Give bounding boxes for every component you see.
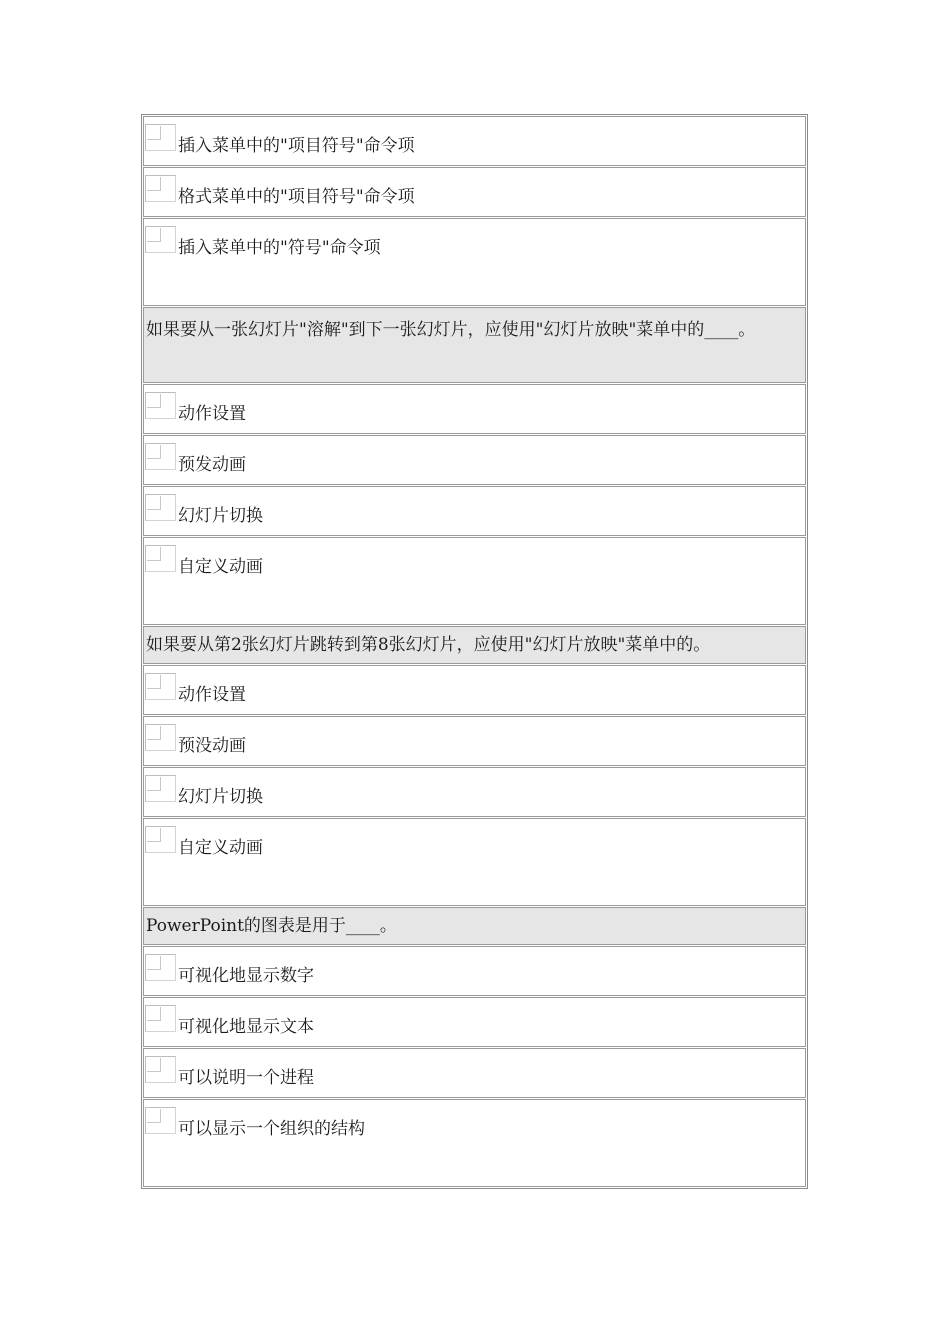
option-label: 可以说明一个进程 xyxy=(178,1068,314,1088)
option-checkbox[interactable] xyxy=(145,724,176,751)
option-row[interactable] xyxy=(143,1099,806,1187)
question-prompt: 如果要从第2张幻灯片跳转到第8张幻灯片，应使用"幻灯片放映"菜单中的。 xyxy=(143,626,806,664)
option-checkbox[interactable] xyxy=(145,124,176,151)
quiz-table xyxy=(141,114,808,1189)
option-label: 自定义动画 xyxy=(178,557,263,577)
option-row[interactable] xyxy=(143,537,806,625)
option-row[interactable] xyxy=(143,818,806,906)
option-label: 插入菜单中的"项目符号"命令项 xyxy=(178,136,415,156)
option-row[interactable] xyxy=(143,116,806,166)
option-row[interactable] xyxy=(143,384,806,434)
option-label: 动作设置 xyxy=(178,685,246,705)
option-row[interactable] xyxy=(143,716,806,766)
option-checkbox[interactable] xyxy=(145,392,176,419)
option-checkbox[interactable] xyxy=(145,1107,176,1134)
option-row[interactable] xyxy=(143,997,806,1047)
option-row[interactable] xyxy=(143,946,806,996)
option-label: 幻灯片切换 xyxy=(178,506,263,526)
option-checkbox[interactable] xyxy=(145,175,176,202)
option-row[interactable] xyxy=(143,665,806,715)
option-label: 可视化地显示数字 xyxy=(178,966,314,986)
option-checkbox[interactable] xyxy=(145,1005,176,1032)
option-row[interactable] xyxy=(143,218,806,306)
option-label: 可以显示一个组织的结构 xyxy=(178,1119,365,1139)
option-row[interactable] xyxy=(143,1048,806,1098)
option-checkbox[interactable] xyxy=(145,1056,176,1083)
option-checkbox[interactable] xyxy=(145,673,176,700)
option-checkbox[interactable] xyxy=(145,226,176,253)
option-checkbox[interactable] xyxy=(145,545,176,572)
option-row[interactable] xyxy=(143,767,806,817)
option-row[interactable] xyxy=(143,435,806,485)
option-label: 动作设置 xyxy=(178,404,246,424)
option-label: 格式菜单中的"项目符号"命令项 xyxy=(178,187,415,207)
option-label: 预没动画 xyxy=(178,736,246,756)
option-row[interactable] xyxy=(143,486,806,536)
question-prompt: 如果要从一张幻灯片"溶解"到下一张幻灯片，应使用"幻灯片放映"菜单中的____。 xyxy=(143,307,806,383)
option-checkbox[interactable] xyxy=(145,443,176,470)
option-checkbox[interactable] xyxy=(145,775,176,802)
option-label: 可视化地显示文本 xyxy=(178,1017,314,1037)
option-label: 插入菜单中的"符号"命令项 xyxy=(178,238,381,258)
option-checkbox[interactable] xyxy=(145,954,176,981)
option-label: 幻灯片切换 xyxy=(178,787,263,807)
question-prompt: PowerPoint的图表是用于____。 xyxy=(143,907,806,945)
option-checkbox[interactable] xyxy=(145,494,176,521)
option-label: 自定义动画 xyxy=(178,838,263,858)
option-label: 预发动画 xyxy=(178,455,246,475)
option-checkbox[interactable] xyxy=(145,826,176,853)
option-row[interactable] xyxy=(143,167,806,217)
